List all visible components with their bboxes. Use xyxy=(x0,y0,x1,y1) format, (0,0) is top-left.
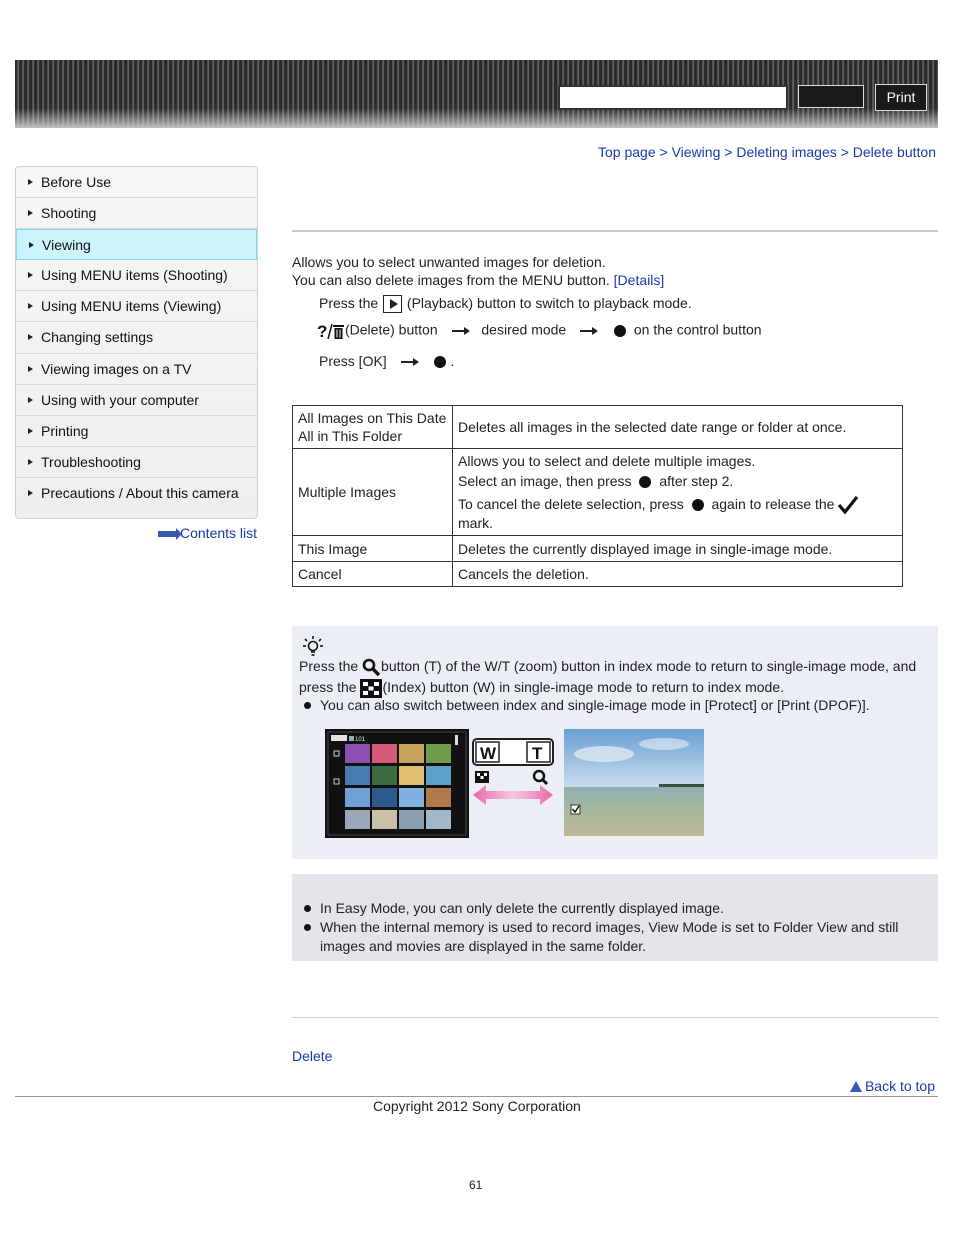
control-button-center-icon xyxy=(614,325,626,337)
sidebar-item-label: Using MENU items (Viewing) xyxy=(41,298,222,315)
hint-box xyxy=(292,626,938,859)
intro-line-1: Allows you to select unwanted images for deletion. xyxy=(292,254,606,270)
desc-line-3-b: again to release the xyxy=(711,496,835,512)
step-2-text-a: (Delete) button xyxy=(345,321,438,338)
details-link[interactable]: [Details] xyxy=(613,272,665,288)
desc-line-2-b: after step 2. xyxy=(659,473,734,489)
notes-box xyxy=(292,874,938,961)
control-button-center-icon xyxy=(434,356,446,368)
notes-list xyxy=(292,899,922,956)
index-grid-icon xyxy=(360,679,382,698)
desc-line-1: Allows you to select and delete multiple images. xyxy=(458,453,756,469)
table-cell-mode xyxy=(293,406,453,449)
control-button-center-icon xyxy=(692,499,704,511)
sidebar-item-precautions[interactable] xyxy=(16,478,257,509)
hint-line-2 xyxy=(299,677,929,698)
intro-line-2-text: You can also delete images from the MENU button. xyxy=(292,272,610,288)
zoom-w-label: W xyxy=(480,744,497,763)
sidebar-item-shooting[interactable] xyxy=(16,198,257,229)
table-cell-mode: Multiple Images xyxy=(293,449,453,536)
note-item: In Easy Mode, you can only delete the currently displayed image. xyxy=(292,899,922,918)
step-3-text-b: . xyxy=(450,353,455,369)
hint-text xyxy=(299,656,929,715)
sidebar-item-changing-settings[interactable] xyxy=(16,322,257,353)
breadcrumb-viewing[interactable]: Viewing xyxy=(671,144,721,160)
breadcrumb-separator: > xyxy=(659,144,668,160)
control-button-center-icon xyxy=(639,476,651,488)
table-cell-desc: Cancels the deletion. xyxy=(453,562,903,587)
sidebar-item-menu-shooting[interactable] xyxy=(16,260,257,291)
step-2-text-b: desired mode xyxy=(481,321,567,338)
back-to-top-link[interactable] xyxy=(850,1078,935,1094)
step-1 xyxy=(319,295,692,313)
triangle-right-icon xyxy=(28,428,33,434)
delete-modes-table xyxy=(292,405,903,587)
related-divider xyxy=(292,1017,938,1018)
title-divider xyxy=(292,230,938,232)
delete-related-link[interactable]: Delete xyxy=(292,1048,333,1064)
help-trash-icon xyxy=(317,321,345,341)
note-item: When the internal memory is used to record images, View Mode is set to Folder View and still images and movies are displayed in the same folder. xyxy=(292,918,922,956)
sidebar-item-before-use[interactable] xyxy=(16,167,257,198)
triangle-right-icon xyxy=(28,272,33,278)
folder-label: 101 xyxy=(355,737,366,743)
copyright-text: Copyright 2012 Sony Corporation xyxy=(373,1098,581,1114)
step-2 xyxy=(317,321,762,341)
hint-line-1 xyxy=(299,656,929,677)
zoom-wt-illustration xyxy=(470,735,556,810)
breadcrumb-separator: > xyxy=(840,144,849,160)
checkmark-icon xyxy=(838,496,858,514)
triangle-right-icon xyxy=(28,366,33,372)
breadcrumb-top-page[interactable]: Top page xyxy=(598,144,656,160)
search-button[interactable] xyxy=(798,85,864,108)
intro-text xyxy=(292,253,932,289)
sidebar-item-viewing-tv[interactable] xyxy=(16,354,257,385)
hint-line-1-b: button (T) of the W/T (zoom) button in index mode to return to single-image mode, and xyxy=(381,658,917,674)
step-3 xyxy=(319,353,454,369)
table-cell-mode: This Image xyxy=(293,536,453,562)
page-number: 61 xyxy=(469,1178,483,1192)
footer-divider xyxy=(15,1096,938,1097)
triangle-right-icon xyxy=(29,242,34,248)
table-cell-desc: Deletes all images in the selected date range or folder at once. xyxy=(453,406,903,449)
zoom-magnifier-icon xyxy=(362,658,381,677)
sidebar-item-computer[interactable] xyxy=(16,385,257,416)
mode-name-2: All in This Folder xyxy=(298,428,403,444)
index-screen-image xyxy=(325,729,469,838)
breadcrumb-deleting-images[interactable]: Deleting images xyxy=(736,144,837,160)
triangle-right-icon xyxy=(28,397,33,403)
playback-icon xyxy=(383,295,402,313)
table-cell-mode: Cancel xyxy=(293,562,453,587)
search-input[interactable] xyxy=(558,85,788,110)
zoom-t-label: T xyxy=(532,744,543,763)
desc-line-2-a: Select an image, then press xyxy=(458,473,632,489)
intro-line-2 xyxy=(292,271,932,289)
sidebar-item-label: Using MENU items (Shooting) xyxy=(41,267,228,284)
table-cell-desc xyxy=(453,449,903,536)
sidebar-item-troubleshooting[interactable] xyxy=(16,447,257,478)
contents-list-link[interactable] xyxy=(158,525,257,541)
sidebar-item-label: Using with your computer xyxy=(41,391,199,408)
breadcrumb xyxy=(598,144,936,160)
arrow-right-icon xyxy=(452,330,468,332)
back-to-top-label: Back to top xyxy=(864,1078,935,1094)
sidebar-item-label: Printing xyxy=(41,422,89,439)
desc-line-3-a: To cancel the delete selection, press xyxy=(458,496,684,512)
arrow-right-icon xyxy=(401,361,417,363)
desc-line-2 xyxy=(458,472,897,490)
contents-list-label: Contents list xyxy=(180,525,258,541)
triangle-right-icon xyxy=(28,334,33,340)
hint-line-2-a: press the xyxy=(299,679,357,695)
table-row xyxy=(293,536,903,562)
mode-name: All Images on This Date xyxy=(298,410,447,426)
triangle-right-icon xyxy=(28,490,33,496)
sidebar-item-label: Changing settings xyxy=(41,329,154,346)
single-image-photo xyxy=(564,729,704,836)
arrow-right-icon xyxy=(158,531,178,537)
sidebar-nav xyxy=(15,166,258,519)
sidebar-item-label: Viewing xyxy=(42,237,91,254)
arrow-right-icon xyxy=(580,330,596,332)
triangle-up-icon xyxy=(850,1081,862,1092)
triangle-right-icon xyxy=(28,179,33,185)
table-row xyxy=(293,449,903,536)
sidebar-item-label: Precautions / About this camera xyxy=(41,484,239,501)
desc-line-3-c: mark. xyxy=(458,515,493,532)
step-3-text-a: Press [OK] xyxy=(319,353,387,369)
hint-bullet: You can also switch between index and single-image mode in [Protect] or [Print (DPOF)]. xyxy=(292,696,929,715)
sidebar-item-printing[interactable] xyxy=(16,416,257,447)
hint-line-2-b: (Index) button (W) in single-image mode to return to index mode. xyxy=(382,679,785,695)
step-1-text-end: (Playback) button to switch to playback mode. xyxy=(406,295,692,311)
lightbulb-icon xyxy=(302,635,324,657)
breadcrumb-separator: > xyxy=(724,144,733,160)
print-button[interactable]: Print xyxy=(875,84,927,111)
svg-text:?: ? xyxy=(317,322,328,341)
table-row xyxy=(293,562,903,587)
sidebar-item-label: Shooting xyxy=(41,205,97,222)
table-cell-desc: Deletes the currently displayed image in single-image mode. xyxy=(453,536,903,562)
sidebar-item-viewing[interactable] xyxy=(16,229,257,260)
sidebar-item-label: Troubleshooting xyxy=(41,453,141,470)
table-row xyxy=(293,406,903,449)
desc-line-3 xyxy=(458,495,897,532)
triangle-right-icon xyxy=(28,459,33,465)
step-1-text: Press the xyxy=(319,295,379,311)
sidebar-item-menu-viewing[interactable] xyxy=(16,291,257,322)
triangle-right-icon xyxy=(28,303,33,309)
breadcrumb-delete-button[interactable]: Delete button xyxy=(852,144,936,160)
sidebar-item-label: Viewing images on a TV xyxy=(41,360,192,377)
step-2-text-c: on the control button xyxy=(633,321,762,338)
triangle-right-icon xyxy=(28,210,33,216)
sidebar-item-label: Before Use xyxy=(41,174,112,190)
hint-line-1-a: Press the xyxy=(299,658,359,674)
